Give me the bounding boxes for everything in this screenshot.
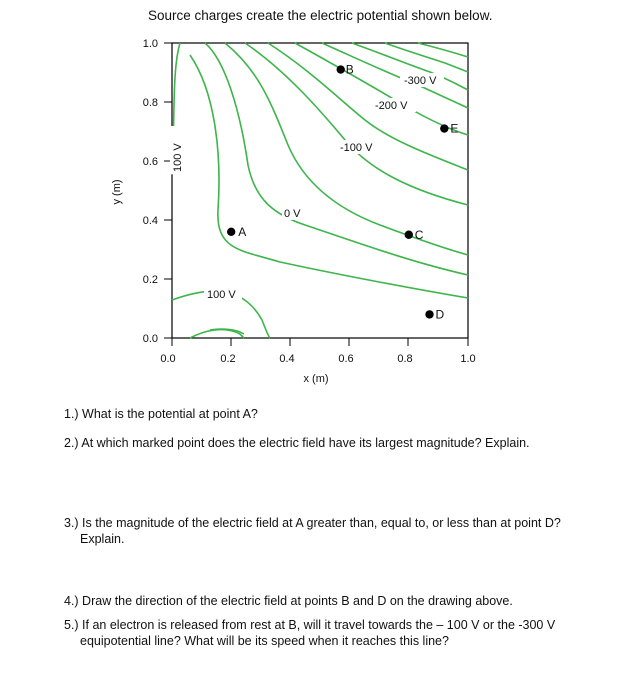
point-b-label: B	[345, 62, 354, 77]
point-a-label: A	[238, 224, 247, 239]
point-d-marker	[425, 310, 433, 318]
question-text: 4.) Draw the direction of the electric field at points B and D on the drawing above.	[64, 594, 513, 608]
x-tick-label: 0.2	[220, 353, 236, 365]
contour-label-neg100: -100 V	[340, 142, 373, 154]
y-tick-label: 0.8	[142, 97, 158, 109]
question-4	[64, 593, 624, 609]
point-e-label: E	[450, 121, 459, 136]
point-a-marker	[227, 228, 235, 236]
contour-label-zero: 0 V	[284, 208, 301, 220]
x-tick-label: 1.0	[460, 353, 476, 365]
y-axis-label: y (m)	[111, 179, 123, 205]
question-text: 1.) What is the potential at point A?	[64, 407, 258, 421]
x-tick-label: 0.6	[338, 353, 354, 365]
contour-label-neg300: -300 V	[404, 75, 437, 87]
question-text: 2.) At which marked point does the electric field have its largest magnitude? Explain.	[64, 436, 530, 450]
y-tick-label: 0.0	[142, 333, 158, 345]
point-d-label: D	[435, 307, 445, 322]
question-1	[64, 406, 624, 422]
y-tick-label: 0.4	[142, 215, 158, 227]
y-tick-label: 0.6	[142, 156, 158, 168]
question-text: 5.) If an electron is released from rest at B, will it travel towards the – 100 V or the -300 V	[64, 618, 556, 632]
point-c-label: C	[414, 227, 424, 242]
contour-line	[418, 43, 468, 57]
contour-label-pos100-bottom: 100 V	[207, 289, 236, 301]
question-3	[64, 515, 624, 547]
point-c-marker	[405, 231, 413, 239]
contour-line	[295, 43, 468, 135]
y-tick-label: 0.2	[142, 274, 158, 286]
contour-label-neg200: -200 V	[375, 100, 408, 112]
question-text-continued: equipotential line? What will be its speed when it reaches this line?	[80, 634, 449, 648]
x-axis-label: x (m)	[303, 373, 329, 385]
point-b-marker	[337, 65, 345, 73]
question-5	[64, 617, 624, 649]
question-2	[64, 435, 624, 451]
x-tick-label: 0.4	[279, 353, 295, 365]
question-text: 3.) Is the magnitude of the electric field at A greater than, equal to, or less than at point D?	[64, 516, 561, 530]
contour-line	[385, 43, 468, 72]
page-title: Source charges create the electric potential shown below.	[148, 8, 493, 23]
question-text-continued: Explain.	[80, 532, 125, 546]
point-e-marker	[440, 124, 448, 132]
y-tick-label: 1.0	[142, 38, 158, 50]
contour-line	[245, 43, 468, 205]
x-tick-label: 0.0	[160, 353, 176, 365]
x-tick-label: 0.8	[397, 353, 413, 365]
contour-label-pos100-left: 100 V	[172, 143, 184, 172]
